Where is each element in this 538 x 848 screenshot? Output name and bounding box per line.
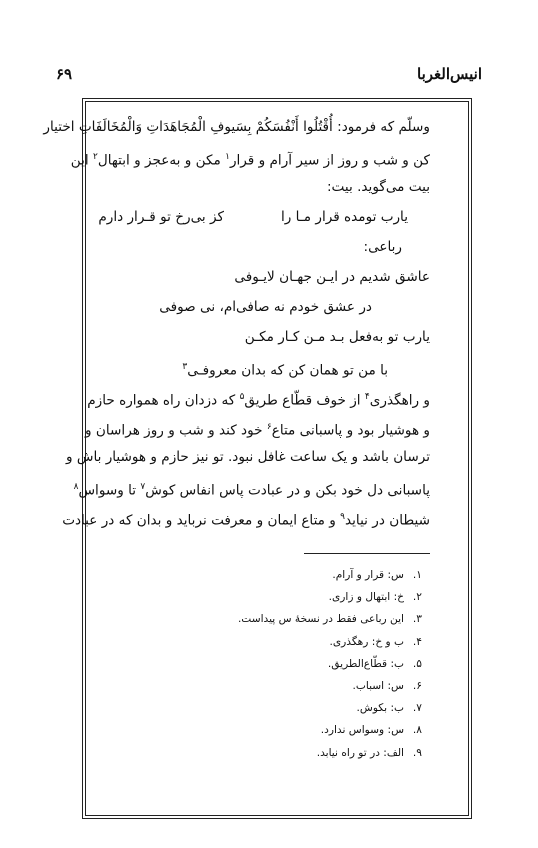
footnote-item: ۹.الف: در تو راه نیابد. [316,746,422,759]
page-number: ۶۹ [56,65,73,83]
rubai-hemistich-4: با من تو همان کن که بدان معروفـی$^۳$ [182,362,388,379]
rubai-hemistich-3: یارب تو به‌فعل بـد مـن کـار مکـن [244,329,430,345]
text-line: پاسبانی دل خود بکن و در عبادت پاس انفاس کوش$^۷$ تا وسواس$^۸$ [73,482,430,499]
footnote-ref[interactable]: ۳ [182,362,188,372]
text-line: بیت می‌گوید. بیت: [326,179,430,195]
rubai-hemistich-2: در عشق خودم نه صافی‌ام، نی صوفی [159,299,372,315]
rubai-label: رباعی: [363,239,402,255]
hemistich-right: یارب تومده قرار مـا را [280,209,408,225]
footnote-item: ۵.ب: قطّاع‌الطریق. [327,657,422,670]
footnote-ref[interactable]: ۸ [73,482,79,492]
main-text [43,112,430,532]
rubai-line [88,292,430,322]
text-line: وسلّم که فرمود: أُقْتُلُوا أَنْفُسَكُمْ بِسَيوفِ الْمُجَاهَدَاتِ وَالْمُخَالَفَاتِ اختیار [43,119,430,135]
text-line: ترسان باشد و یک ساعت غافل نبود. تو نیز حازم و هوشیار باش و [65,449,430,465]
rubai-line [88,322,430,352]
footnote-separator [304,553,430,554]
footnote-ref[interactable]: ۹ [340,512,346,522]
text-line: کن و شب و روز از سیر آرام و قرار$^۱$ مکن و به‌عجز و ابتهال$^۲$ این [70,152,430,169]
rubai-line [88,262,430,292]
footnote-item: ۴.ب و خ: رهگذری. [329,635,422,648]
footnote-item: ۸.س: وسواس ندارد. [320,724,422,737]
bayt-verse [88,202,430,232]
text-line: و راهگذری$^۴$ از خوف قطّاع طریق$^۵$ که دزدان راه همواره حازم [87,392,430,409]
footnote-ref[interactable]: ۱ [225,152,230,162]
footnote-item: ۲.خ: ابتهال و زاری. [328,591,422,604]
footnote-item: ۷.ب: بکوش. [356,702,422,715]
footnote-ref[interactable]: ۵ [239,392,245,402]
footnote-ref[interactable]: ۶ [266,422,272,432]
footnote-ref[interactable]: ۴ [364,392,370,402]
footnote-item: ۳.این رباعی فقط در نسخهٔ س پیداست. [237,613,422,626]
text-line: شیطان در نیاید$^۹$ و متاع ایمان و معرفت نربايد و بدان که در عبادت [62,512,430,529]
rubai-label-line [88,232,430,262]
footnote-ref[interactable]: ۷ [140,482,146,492]
rubai-hemistich-1: عاشق شدیم در ایـن جهـان لایـوفی [234,269,430,285]
rubai-line [88,352,430,382]
footnotes [102,564,422,764]
hemistich-left: کز بی‌رخ تو قـرار دارم [98,209,224,225]
footnote-ref[interactable]: ۲ [92,152,98,162]
footnote-item: ۱.س: قرار و آرام. [332,569,422,581]
text-line: و هوشیار بود و پاسبانی متاع$^۶$ خود کند و شب و روز هراسان و [85,422,430,439]
page-header [56,62,482,86]
book-title: انیس‌الغربا [417,65,482,83]
footnote-item: ۶.س: اسباب. [352,680,422,693]
